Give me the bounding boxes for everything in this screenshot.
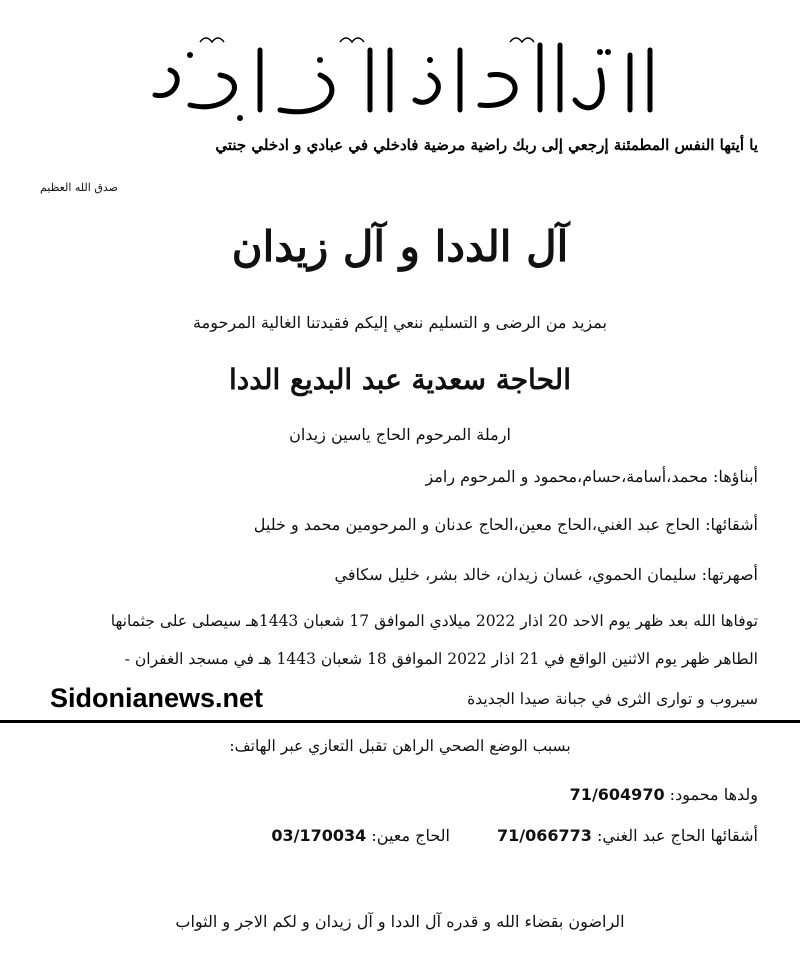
son-phone-row [570,785,758,804]
deceased-name: الحاجة سعدية عبد البديع الددا [229,363,571,396]
closing-text: الراضون بقضاء الله و قدره آل الددا و آل زيدان و لكم الاجر و الثواب [175,912,625,931]
calligraphy-header [130,30,670,125]
quran-verse: يا أيتها النفس المطمئنة إرجعي إلى ربك راضية مرضية فادخلي في عبادي و ادخلي جنتي [215,136,758,154]
families-heading: آل الددا و آل زيدان [231,222,569,271]
funeral-line-2: الطاهر ظهر يوم الاثنين الواقع في 21 اذار 2022 الموافق 18 شعبان 1443 هـ في مسجد الغفران - [124,650,758,668]
brother-phone-row [497,826,758,845]
sadaq-allah-text: صدق الله العظيم [40,181,118,194]
phone-condolence-notice: بسبب الوضع الصحي الراهن تقبل التعازي عبر الهاتف: [229,737,571,755]
intro-text: بمزيد من الرضى و التسليم ننعي إليكم فقيدتنا الغالية المرحومة [193,313,607,332]
son-phone-label: ولدها محمود: [669,785,758,804]
inlaws-line: أصهرتها: سليمان الحموي، غسان زيدان، خالد بشر، خليل سكافي [334,565,758,584]
brother2-phone-row [271,826,450,845]
brother2-phone-number: 03/170034 [271,826,367,845]
brother1-phone-label: أشقائها الحاج عبد الغني: [597,826,758,845]
site-watermark: Sidonianews.net [50,683,264,713]
divider-line [0,720,800,723]
widow-of-text: ارملة المرحوم الحاج ياسين زيدان [289,425,511,444]
son-phone-number: 71/604970 [569,785,665,804]
brothers-line: أشقائها: الحاج عبد الغني،الحاج معين،الحاج عدنان و المرحومين محمد و خليل [253,515,758,534]
brother1-phone-number: 71/066773 [497,826,592,845]
calligraphy-art [130,30,670,125]
brother2-phone-label: الحاج معين: [371,826,450,845]
funeral-line-3: سيروب و توارى الثرى في جبانة صيدا الجديدة [467,690,758,708]
sons-line: أبناؤها: محمد،أسامة،حسام،محمود و المرحوم رامز [425,467,758,486]
funeral-line-1: توفاها الله بعد ظهر يوم الاحد 20 اذار 2022 ميلادي الموافق 17 شعبان 1443هـ سيصلى على جثمانها [110,612,758,630]
